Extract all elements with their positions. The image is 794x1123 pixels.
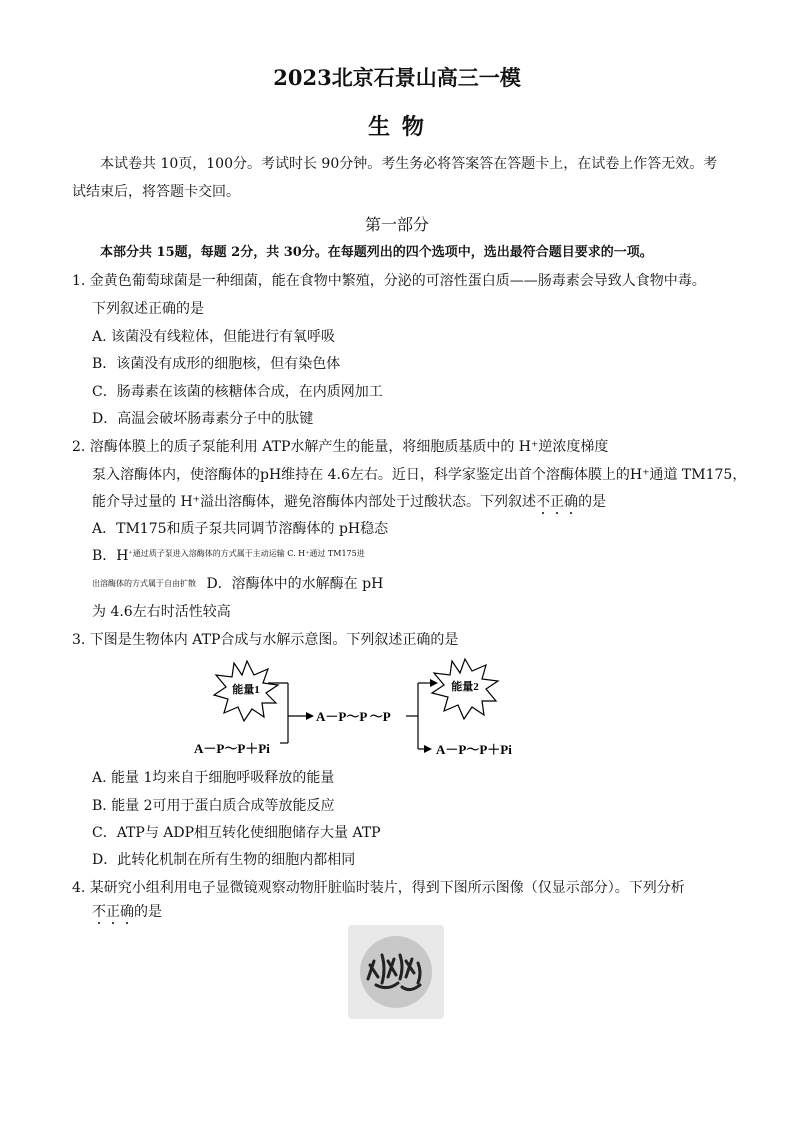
q3-option-a: A. 能量 1均来自于细胞呼吸释放的能量	[92, 770, 335, 786]
q2-option-b-small-text: ⁺通过质子泵进入溶酶体的方式属于主动运输 C. H⁺通过 TM175进	[128, 549, 365, 558]
energy2-label: 能量2	[451, 681, 479, 693]
q4-emphasis-char-2: 正	[106, 904, 120, 920]
energy1-label: 能量1	[232, 684, 260, 696]
q1-option-b: B．该菌没有成形的细胞核，但有染色体	[92, 356, 341, 372]
q3-option-d: D．此转化机制在所有生物的细胞内都相同	[92, 852, 356, 868]
q2-stem-3-end: 的是	[578, 494, 607, 510]
q2-option-d-line-2: 为 4.6左右时活性较高	[92, 604, 231, 620]
q4-stem-2	[92, 902, 162, 922]
part1-instruction: 本部分共 15题，每题 2分，共 30分。在每题列出的四个选项中，选出最符合题目要求的一项。	[100, 245, 653, 260]
q2-stem-3-text: 能介导过量的 H⁺溢出溶酶体，避免溶酶体内部处于过酸状态。下列叙述	[92, 494, 537, 510]
q4-stem-2-end: 的是	[134, 904, 162, 920]
chromosome-figure	[348, 925, 444, 1019]
q2-emphasis-char-2: 正	[550, 494, 565, 510]
q4-emphasis-char-3: 确	[120, 904, 134, 920]
q1-stem-1: 1. 金黄色葡萄球菌是一种细菌，能在食物中繁殖，分泌的可溶性蛋白质——肠毒素会导致人食物中毒。	[72, 273, 706, 289]
intro-line-1: 本试卷共 10页，100分。考试时长 90分钟。考生务必将答案答在答题卡上，在试卷上作答无效。考	[100, 156, 718, 172]
intro-line-2: 试结束后，将答题卡交回。	[72, 184, 240, 200]
q1-stem-2: 下列叙述正确的是	[92, 301, 204, 317]
q2-option-c-line	[92, 574, 383, 594]
q1-option-c: C．肠毒素在该菌的核糖体合成，在内质网加工	[92, 384, 383, 400]
part1-title: 第一部分	[364, 215, 429, 234]
exam-title: 2023北京石景山高三一模	[273, 65, 521, 90]
q2-option-d-line-1: D．溶酶体中的水解酶在 pH	[206, 576, 384, 592]
q4-emphasis-char-1: 不	[92, 904, 106, 920]
q2-option-a: A．TM175和质子泵共同调节溶酶体的 pH稳态	[92, 521, 389, 537]
q2-stem-1: 2. 溶酶体膜上的质子泵能利用 ATP水解产生的能量，将细胞质基质中的 H⁺逆浓度梯度	[72, 439, 609, 455]
q2-option-c-small-text: 出溶酶体的方式属于自由扩散	[92, 579, 196, 588]
adp-right-label: A－P～P＋Pi	[436, 742, 512, 757]
atp-label: A－P～P ～P	[316, 709, 391, 724]
q3-option-c: C．ATP与 ADP相互转化使细胞储存大量 ATP	[92, 825, 381, 841]
q1-option-a: A. 该菌没有线粒体，但能进行有氧呼吸	[92, 329, 336, 345]
q2-emphasis-char-3: 确	[564, 494, 579, 510]
q4-stem-1: 4. 某研究小组利用电子显微镜观察动物肝脏临时装片，得到下图所示图像（仅显示部分）。下列分析	[72, 880, 685, 896]
adp-left-label: A－P～P＋Pi	[194, 741, 270, 756]
q2-emphasis-char-1: 不	[536, 494, 551, 510]
atp-diagram	[180, 655, 540, 765]
subject-title: 生 物	[368, 114, 426, 140]
q3-option-b: B. 能量 2可用于蛋白质合成等放能反应	[92, 798, 335, 814]
micrograph-image	[348, 925, 444, 1019]
q2-stem-3	[92, 492, 606, 512]
q1-option-d: D．高温会破坏肠毒素分子中的肽键	[92, 411, 314, 427]
q2-stem-2: 泵入溶酶体内，使溶酶体的pH维持在 4.6左右。近日，科学家鉴定出首个溶酶体膜上的H⁺通道 TM175，	[92, 467, 747, 483]
q3-stem: 3. 下图是生物体内 ATP合成与水解示意图。下列叙述正确的是	[72, 632, 459, 648]
q2-option-b-line	[92, 546, 365, 566]
q2-option-b-prefix: B．H	[92, 548, 129, 564]
